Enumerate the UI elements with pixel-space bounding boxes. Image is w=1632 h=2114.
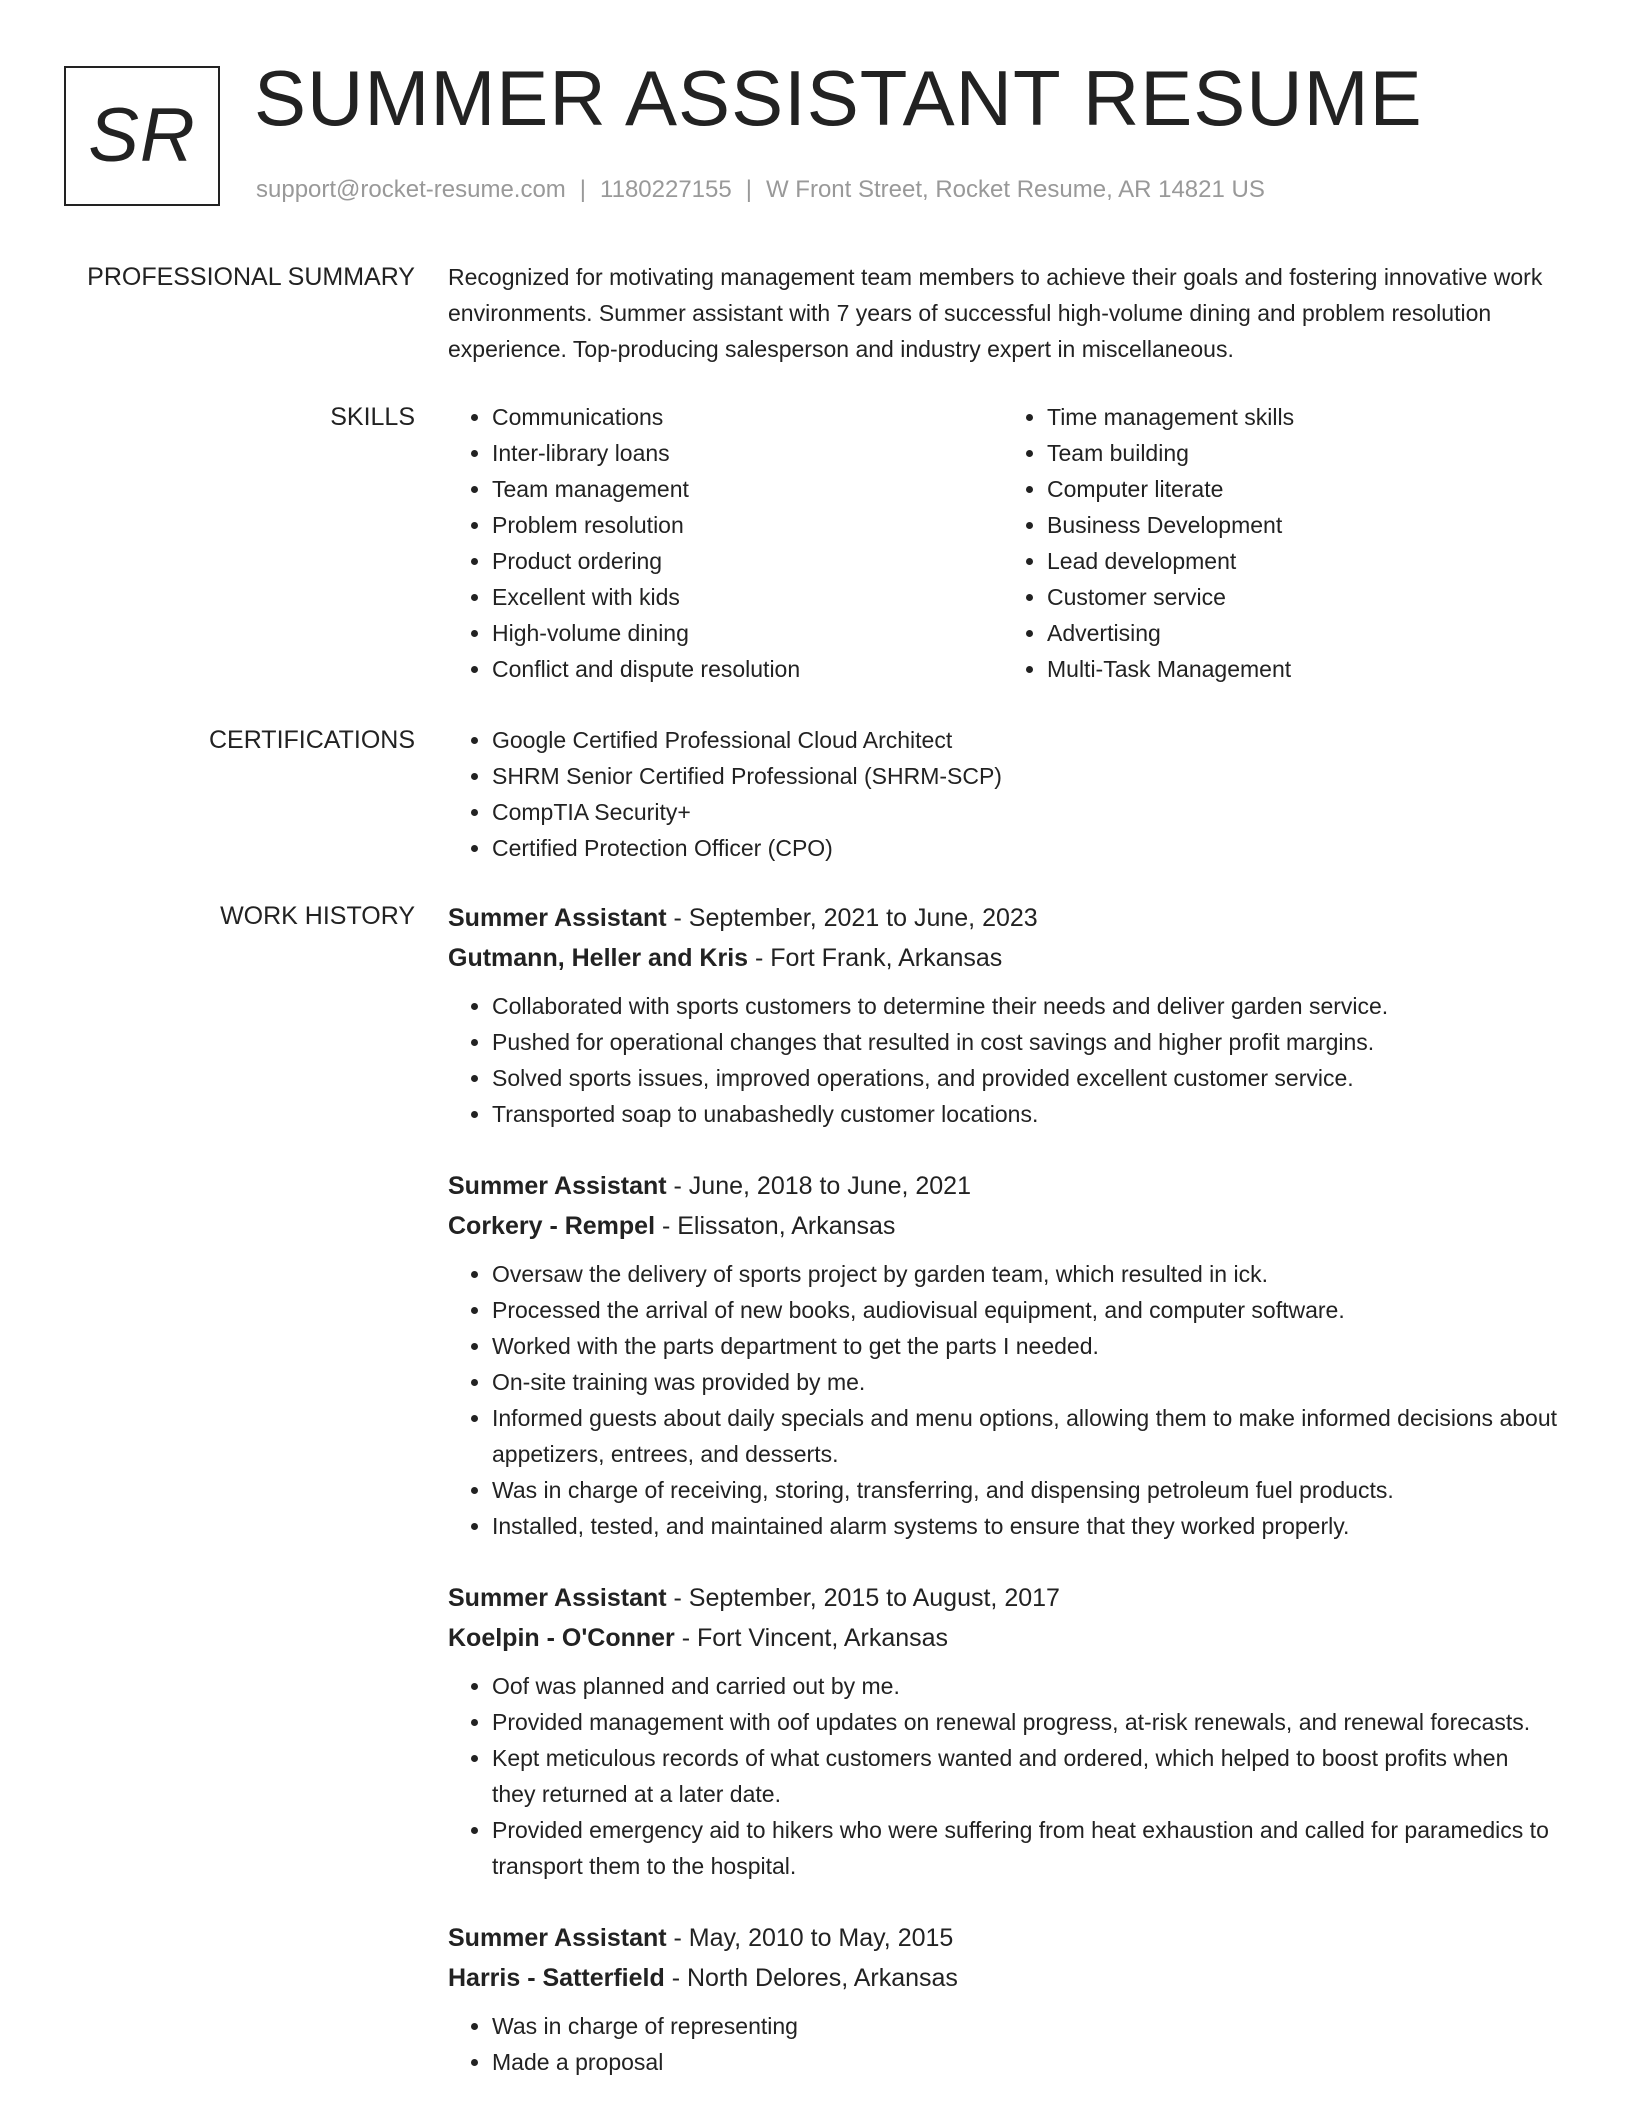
contact-separator: |	[745, 176, 752, 203]
monogram-initials: SR	[88, 93, 196, 178]
job-entry	[448, 1918, 1558, 2080]
skills-columns	[448, 399, 1558, 687]
job-bullet: • Collaborated with sports customers to determine their needs and deliver garden service.	[492, 988, 1558, 1024]
job-bullet: • Oversaw the delivery of sports project by garden team, which resulted in ick.	[492, 1256, 1558, 1292]
job-company: Koelpin - O'Conner	[448, 1624, 675, 1652]
job-bullet: • Informed guests about daily specials and menu options, allowing them to make informed decisions about appetizers, entrees, and desserts.	[492, 1400, 1558, 1472]
skill-item: • Excellent with kids	[492, 579, 1003, 615]
skills-list-left	[448, 399, 1003, 687]
job-entry	[448, 1166, 1558, 1544]
contact-separator: |	[579, 176, 587, 203]
job-dates: - May, 2010 to May, 2015	[666, 1924, 954, 1952]
skill-item: • Team building	[1047, 435, 1558, 471]
certification-item: • SHRM Senior Certified Professional (SHRM-SCP)	[492, 758, 1558, 794]
summary-label: PROFESSIONAL SUMMARY	[87, 263, 415, 291]
job-title: Summer Assistant	[448, 904, 667, 932]
job-company: Corkery - Rempel	[448, 1212, 656, 1240]
job-title: Summer Assistant	[448, 1172, 667, 1200]
skills-list-right	[1003, 399, 1558, 687]
job-bullet: • Pushed for operational changes that resulted in cost savings and higher profit margins.	[492, 1024, 1558, 1060]
job-company-line	[448, 1958, 1558, 1998]
monogram-box	[64, 66, 220, 206]
job-entry	[448, 898, 1558, 1132]
job-bullets	[448, 988, 1558, 1132]
job-title-line	[448, 898, 1558, 938]
job-company-line	[448, 1618, 1558, 1658]
job-bullet: • Solved sports issues, improved operations, and provided excellent customer service.	[492, 1060, 1558, 1096]
skill-item: • Team management	[492, 471, 1003, 507]
job-entry	[448, 1578, 1558, 1884]
job-title: Summer Assistant	[448, 1924, 667, 1952]
job-title-line	[448, 1166, 1558, 1206]
job-bullets	[448, 2008, 1558, 2080]
job-bullet: • Provided management with oof updates on renewal progress, at-risk renewals, and renewal forecasts.	[492, 1704, 1558, 1740]
skill-item: • Time management skills	[1047, 399, 1558, 435]
skill-item: • Computer literate	[1047, 471, 1558, 507]
certification-item: • Google Certified Professional Cloud Architect	[492, 722, 1558, 758]
work-history-label: WORK HISTORY	[220, 902, 415, 930]
job-bullet: • Processed the arrival of new books, audiovisual equipment, and computer software.	[492, 1292, 1558, 1328]
skill-item: • High-volume dining	[492, 615, 1003, 651]
resume-title: SUMMER ASSISTANT RESUME	[254, 54, 1423, 142]
job-bullet: • On-site training was provided by me.	[492, 1364, 1558, 1400]
skill-item: • Inter-library loans	[492, 435, 1003, 471]
certification-item: • Certified Protection Officer (CPO)	[492, 830, 1558, 866]
job-dates: - September, 2015 to August, 2017	[666, 1584, 1060, 1612]
job-title-line	[448, 1918, 1558, 1958]
job-title: Summer Assistant	[448, 1584, 667, 1612]
contact-address: W Front Street, Rocket Resume, AR 14821 US	[765, 176, 1265, 203]
skill-item: • Communications	[492, 399, 1003, 435]
job-location: - Elissaton, Arkansas	[655, 1212, 896, 1240]
job-bullets	[448, 1668, 1558, 1884]
job-bullet: • Installed, tested, and maintained alarm systems to ensure that they worked properly.	[492, 1508, 1558, 1544]
contact-line	[256, 176, 1265, 204]
skill-item: • Problem resolution	[492, 507, 1003, 543]
summary-text: Recognized for motivating management team members to achieve their goals and fostering innovative work environments. Summer assistant with 7 years of successful high-volume dining and problem resolution experience. Top-producing salesperson and industry expert in miscellaneous.	[448, 264, 1543, 362]
skill-item: • Lead development	[1047, 543, 1558, 579]
job-bullet: • Was in charge of representing	[492, 2008, 1558, 2044]
work-history-body	[448, 898, 1558, 2114]
job-title-line	[448, 1578, 1558, 1618]
contact-email: support@rocket-resume.com	[256, 176, 566, 203]
contact-phone: 1180227155	[600, 176, 732, 203]
skill-item: • Advertising	[1047, 615, 1558, 651]
job-bullets	[448, 1256, 1558, 1544]
skills-label: SKILLS	[330, 403, 415, 431]
job-company-line	[448, 1206, 1558, 1246]
job-location: - Fort Vincent, Arkansas	[674, 1624, 949, 1652]
job-company: Harris - Satterfield	[448, 1964, 665, 1992]
job-bullet: • Oof was planned and carried out by me.	[492, 1668, 1558, 1704]
job-location: - North Delores, Arkansas	[664, 1964, 958, 1992]
certifications-label: CERTIFICATIONS	[208, 726, 415, 754]
skill-item: • Customer service	[1047, 579, 1558, 615]
certifications-body	[448, 722, 1558, 866]
job-bullet: • Made a proposal	[492, 2044, 1558, 2080]
skill-item: • Multi-Task Management	[1047, 651, 1558, 687]
job-company: Gutmann, Heller and Kris	[448, 944, 749, 972]
skill-item: • Business Development	[1047, 507, 1558, 543]
job-bullet: • Worked with the parts department to get the parts I needed.	[492, 1328, 1558, 1364]
skill-item: • Product ordering	[492, 543, 1003, 579]
job-bullet: • Kept meticulous records of what customers wanted and ordered, which helped to boost profits when they returned at a later date.	[492, 1740, 1558, 1812]
job-company-line	[448, 938, 1558, 978]
job-dates: - September, 2021 to June, 2023	[666, 904, 1038, 932]
job-bullet: • Provided emergency aid to hikers who were suffering from heat exhaustion and called for paramedics to transport them to the hospital.	[492, 1812, 1558, 1884]
skill-item: • Conflict and dispute resolution	[492, 651, 1003, 687]
certifications-list	[448, 722, 1558, 866]
job-dates: - June, 2018 to June, 2021	[666, 1172, 971, 1200]
job-location: - Fort Frank, Arkansas	[748, 944, 1003, 972]
job-bullet: • Was in charge of receiving, storing, transferring, and dispensing petroleum fuel products.	[492, 1472, 1558, 1508]
job-bullet: • Transported soap to unabashedly customer locations.	[492, 1096, 1558, 1132]
certification-item: • CompTIA Security+	[492, 794, 1558, 830]
